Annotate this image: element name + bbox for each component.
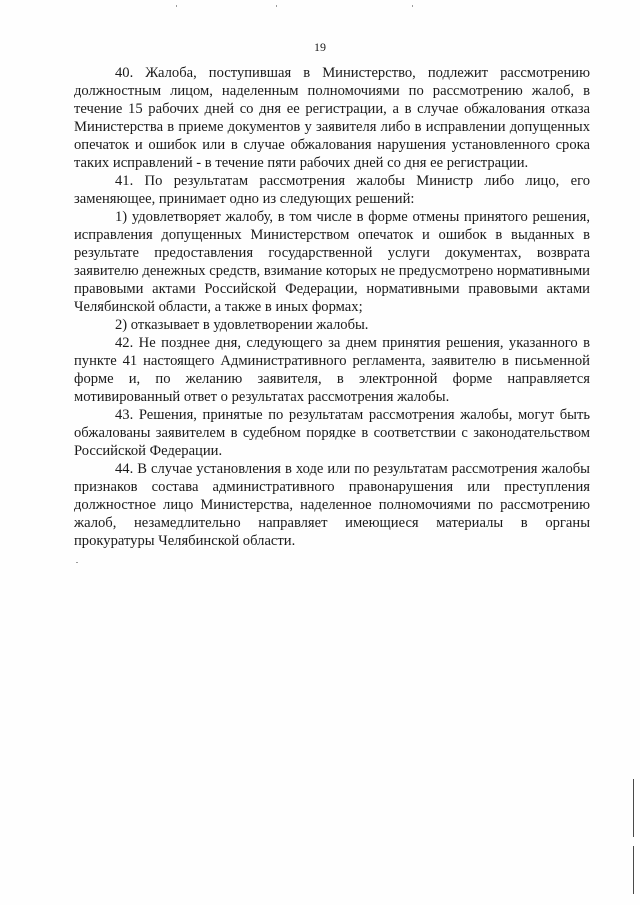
scan-edge-line bbox=[633, 846, 634, 894]
paragraph-41-item-2: 2) отказывает в удовлетворении жалобы. bbox=[115, 317, 369, 333]
paragraph-40: 40. Жалоба, поступившая в Министерство, подлежит рассмотрению должностным лицом, наделенным полномочиями по рассмотрению жалоб, в течение 15 рабочих дней со дня ее регистрации, а в случае обжалования отказа Министерства в приеме документов у заявителя либо в исправлении допущенных опечаток и ошибок или в случае обжалования нарушения установленного срока таких исправлений - в течение пяти рабочих дней со дня ее регистрации. bbox=[74, 65, 590, 171]
document-body bbox=[74, 64, 590, 550]
paragraph-44: 44. В случае установления в ходе или по результатам рассмотрения жалобы признаков состава административного правонарушения или преступления должностное лицо Министерства, наделенное полномочиями по рассмотрению жалоб, незамедлительно направляет имеющиеся материалы в органы прокуратуры Челябинской области. bbox=[74, 461, 590, 549]
paragraph-41-item-1: 1) удовлетворяет жалобу, в том числе в форме отмены принятого решения, исправления допущенных Министерством опечаток и ошибок в выданных в результате предоставления государственной услуги документах, возврата заявителю денежных средств, взимание которых не предусмотрено нормативными правовыми актами Российской Федерации, нормативными правовыми актами Челябинской области, а также в иных формах; bbox=[74, 209, 590, 315]
scan-edge-line bbox=[633, 779, 634, 837]
paragraph-42: 42. Не позднее дня, следующего за днем принятия решения, указанного в пункте 41 настоящего Административного регламента, заявителю в письменной форме и, по желанию заявителя, в электронной форме направляется мотивированный ответ о результатах рассмотрения жалобы. bbox=[74, 335, 590, 405]
paragraph-41: 41. По результатам рассмотрения жалобы Министр либо лицо, его заменяющее, принимает одно из следующих решений: bbox=[74, 173, 590, 207]
scan-artifact bbox=[176, 5, 177, 7]
page-number: 19 bbox=[314, 40, 326, 54]
paragraph-43: 43. Решения, принятые по результатам рассмотрения жалобы, могут быть обжалованы заявителем в судебном порядке в соответствии с законодательством Российской Федерации. bbox=[74, 407, 590, 459]
scan-artifact bbox=[276, 5, 277, 7]
scan-artifact bbox=[412, 5, 413, 7]
scan-artifact bbox=[76, 562, 78, 563]
